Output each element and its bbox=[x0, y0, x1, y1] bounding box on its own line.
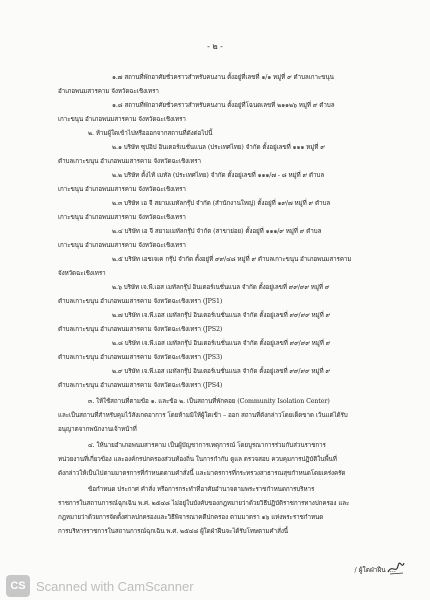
text-line: ตำบลเกาะขนุน อำเภอพนมสารคาม จังหวัดฉะเชิงเทรา bbox=[58, 158, 201, 165]
text-line: ดังกล่าวให้เป็นไปตามมาตรการที่กำหนดตามคำสั่งนี้ และมาตรการที่กระทรวงสาธารณสุขกำหนดโดยเคร่งครัด bbox=[58, 470, 346, 477]
continuation-note: / ผู้ใดฝ่าฝืน .... bbox=[354, 566, 396, 574]
text-line: ๑.๗ สถานที่พักอาศัยชั่วคราวสำหรับคนงาน ตั้งอยู่ที่เลขที่ ๑/๑ หมู่ที่ ๙ ตำบลเกาะขนุน bbox=[112, 74, 334, 81]
text-line: ๓. ให้ใช้สถานที่ตามข้อ ๑. และข้อ ๒. เป็นสถานที่พักคอย (Community Isolation Center) bbox=[88, 398, 330, 405]
text-line: ๒.๗ บริษัท เจ.พี.เอส เมทัลกรุ๊ป อินเตอร์เนชั่นแนล จำกัด ตั้งอยู่เลขที่ ๙๙/๙๙ หมู่ที่ ๙ bbox=[112, 312, 331, 319]
text-line: การบริหารราชการในสถานการณ์ฉุกเฉิน พ.ศ. ๒๕๔๘ ผู้ใดฝ่าฝืนจะได้รับโทษตามคำสั่งนี้ bbox=[58, 528, 289, 535]
text-line: ๒.๓ บริษัท เอ จี สยามเมทัลกรุ๊ป จำกัด (สำนักงานใหญ่) ตั้งอยู่ที่ ๑๙/๗ หมู่ที่ ๙ ตำบล bbox=[112, 200, 331, 207]
text-line: ข้อกำหนด ประกาศ คำสั่ง หรือการกระทำที่อาศัยอำนาจตามพระราชกำหนดการบริหาร bbox=[88, 486, 315, 493]
watermark-text: Scanned with CamScanner bbox=[36, 578, 194, 594]
text-line: ๒.๑ บริษัท ซุปอิป อินเตอร์เนชั่นแนล (ประเทศไทย) จำกัด ตั้งอยู่เลขที่ ๑๑๑ หมู่ที่ ๙ bbox=[112, 144, 325, 151]
text-line: ๔. ให้นายอำเภอพนมสารคาม เป็นผู้บัญชาการเหตุการณ์ โดยบูรณาการร่วมกับส่วนราชการ bbox=[88, 442, 326, 449]
text-line: ๒.๘ บริษัท เจ.พี.เอส เมทัลกรุ๊ป อินเตอร์เนชั่นแนล จำกัด ตั้งอยู่เลขที่ ๙๙/๙๙ หมู่ที่ ๙ bbox=[112, 340, 331, 347]
text-line: ตำบลเกาะขนุน อำเภอพนมสารคาม จังหวัดฉะเชิงเทรา (JPS3) bbox=[58, 354, 223, 361]
camscanner-logo: CS bbox=[6, 575, 30, 597]
text-line: ราชการในสถานการณ์ฉุกเฉิน พ.ศ. ๒๕๔๘ ไม่อยู่ในบังคับของกฎหมายว่าด้วยวิธีปฏิบัติราชการทางปกครอง และ bbox=[58, 500, 350, 507]
text-line: ตำบลเกาะขนุน อำเภอพนมสารคาม จังหวัดฉะเชิงเทรา (JPS4) bbox=[58, 382, 223, 389]
text-line: ๒.๕ บริษัท เอชเจเค กรุ๊ป จำกัด ตั้งอยู่ที่ ๙๙/๔๘ หมู่ที่ ๙ ตำบลเกาะขนุน อำเภอพนมสารคาม bbox=[112, 256, 352, 263]
text-line: ตำบลเกาะขนุน อำเภอพนมสารคาม จังหวัดฉะเชิงเทรา (JPS1) bbox=[58, 298, 223, 305]
text-line: ๒.๒ บริษัท ตั้งไท้ เมทัล (ประเทศไทย) จำกัด ตั้งอยู่เลขที่ ๑๑๑/๗ - ๘ หมู่ที่ ๙ ตำบล bbox=[112, 172, 325, 179]
text-line: ๒.๔ บริษัท เอ จี สยามเมทัลกรุ๊ป จำกัด (สาขาย่อย) ตั้งอยู่ที่ ๑๑๑/๙ หมู่ที่ ๙ ตำบล bbox=[112, 228, 322, 235]
text-line: ๒.๖ บริษัท เจ.พี.เอส เมทัลกรุ๊ป อินเตอร์เนชั่นแนล จำกัด ตั้งอยู่เลขที่ ๙๙/๙๙ หมู่ที่ ๙ bbox=[112, 284, 330, 291]
text-line: เกาะขนุน อำเภอพนมสารคาม จังหวัดฉะเชิงเทรา bbox=[58, 214, 186, 221]
text-line: เกาะขนุน อำเภอพนมสารคาม จังหวัดฉะเชิงเทรา bbox=[58, 116, 186, 123]
text-line: กฎหมายว่าด้วยการจัดตั้งศาลปกครองและวิธีพิจารณาคดีปกครอง ตามมาตรา ๑๖ แห่งพระราชกำหนด bbox=[58, 514, 324, 521]
text-line: อำเภอพนมสารคาม จังหวัดฉะเชิงเทรา bbox=[58, 88, 159, 95]
text-line: ๒. ห้ามผู้ใดเข้าไปหรือออกจากสถานที่ดังต่อไปนี้ bbox=[88, 130, 213, 137]
page-number: - ๒ - bbox=[207, 42, 223, 51]
text-line: เกาะขนุน อำเภอพนมสารคาม จังหวัดฉะเชิงเทรา bbox=[58, 242, 186, 249]
text-line: หน่วยงานที่เกี่ยวข้อง และองค์กรปกครองส่วนท้องถิ่น ในการกำกับ ดูแล ตรวจสอบ ควบคุมการปฏิบัติในพื้นที่ bbox=[58, 456, 337, 463]
text-line: และเป็นสถานที่สำหรับคุมไว้สังเกตอาการ โดยห้ามมิให้ผู้ใดเข้า – ออก สถานที่ดังกล่าวโดยเด็ดขาด เว้นแต่ได้รับ bbox=[58, 412, 348, 419]
camscanner-watermark bbox=[0, 572, 430, 600]
text-line: จังหวัดฉะเชิงเทรา bbox=[58, 270, 106, 277]
text-line: ตำบลเกาะขนุน อำเภอพนมสารคาม จังหวัดฉะเชิงเทรา (JPS2) bbox=[58, 326, 223, 333]
text-line: เกาะขนุน อำเภอพนมสารคาม จังหวัดฉะเชิงเทรา bbox=[58, 186, 186, 193]
text-line: ๒.๙ บริษัท เจ.พี.เอส เมทัลกรุ๊ป อินเตอร์เนชั่นแนล จำกัด ตั้งอยู่เลขที่ ๙๙/๙๙ หมู่ที่ ๙ bbox=[112, 368, 330, 375]
text-line: อนุญาตจากพนักงานเจ้าหน้าที่ bbox=[58, 426, 137, 433]
text-line: ๑.๘ สถานที่พักอาศัยชั่วคราวสำหรับคนงาน ตั้งอยู่ที่โฉนดเลขที่ ๒๑๑๒๖ หมู่ที่ ๙ ตำบล bbox=[112, 102, 335, 109]
